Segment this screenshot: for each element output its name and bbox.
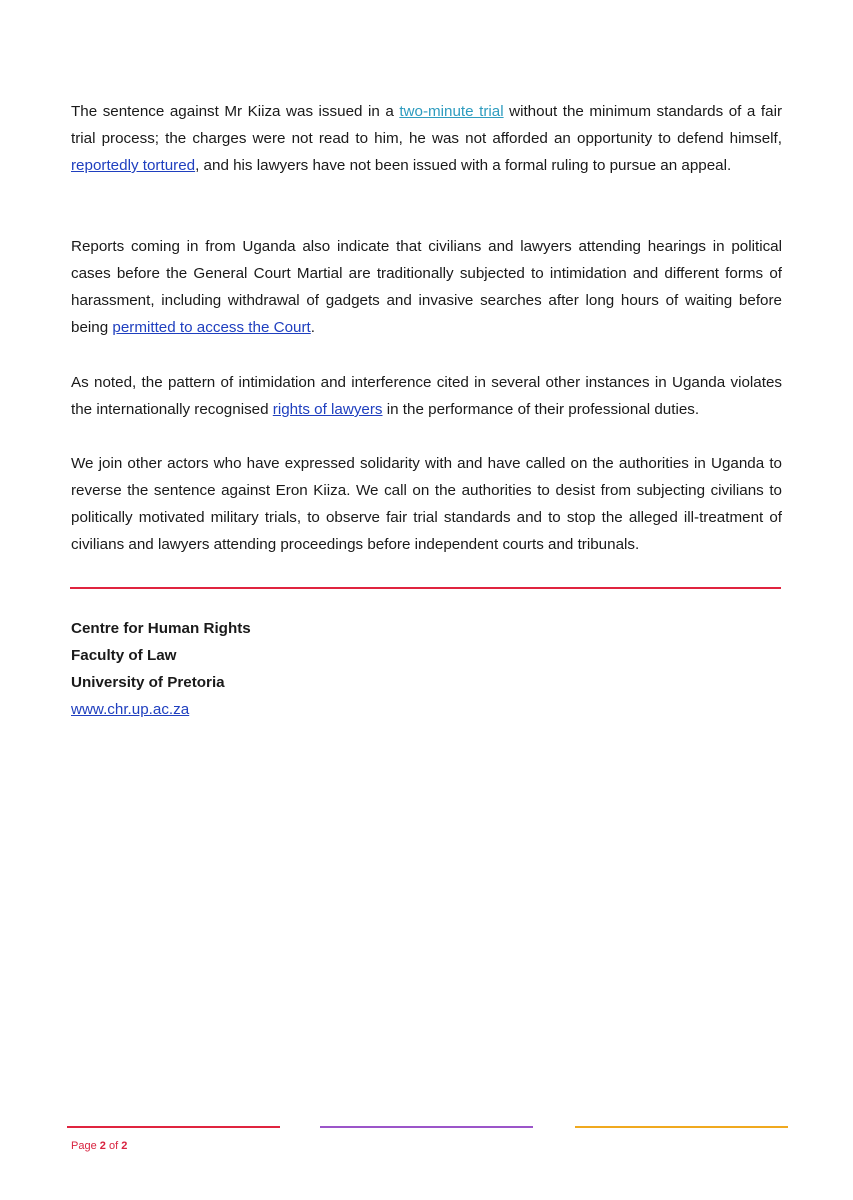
link-permitted-to-access-the-court[interactable]: permitted to access the Court	[112, 319, 311, 336]
paragraph-text: , and his lawyers have not been issued with a formal ruling to pursue an appeal.	[195, 157, 732, 174]
paragraph	[71, 450, 782, 558]
signature-university: University of Pretoria	[71, 674, 225, 691]
paragraph-text: .	[310, 319, 315, 336]
website-link[interactable]: www.chr.up.ac.za	[71, 701, 190, 718]
footer-bar-red	[67, 1126, 280, 1128]
paragraph-text: Reports coming in from Uganda also indicate that civilians and lawyers attending hearings in political cases before the General Court Martial are traditionally subjected to intimidation and different forms of harassment, including withdrawal of gadgets and invasive searches after long hours of waiting before being	[71, 238, 782, 336]
page-total: 2	[121, 1140, 128, 1152]
paragraph	[71, 369, 782, 423]
signature-block	[71, 615, 251, 723]
link-reportedly-tortured[interactable]: reportedly tortured	[71, 157, 196, 174]
paragraph-text: The sentence against Mr Kiiza was issued in a	[71, 103, 400, 120]
paragraph	[71, 98, 782, 179]
link-rights-of-lawyers[interactable]: rights of lawyers	[272, 401, 383, 418]
signature-organisation: Centre for Human Rights	[71, 620, 251, 637]
page-of-label: of	[108, 1140, 119, 1152]
paragraph-text: We join other actors who have expressed solidarity with and have called on the authorities in Uganda to reverse the sentence against Eron Kiiza. We call on the authorities to desist from subjecting civilians to politically motivated military trials, to observe fair trial standards and to stop the alleged ill-treatment of civilians and lawyers attending proceedings before independent courts and tribunals.	[71, 455, 782, 553]
section-divider	[70, 587, 781, 589]
paragraph	[71, 233, 782, 341]
signature-faculty: Faculty of Law	[71, 647, 177, 664]
footer-bar-orange	[575, 1126, 788, 1128]
page-number	[71, 1140, 127, 1152]
paragraph-text: As noted, the pattern of intimidation and interference cited in several other instances in Uganda violates the internationally recognised	[71, 374, 782, 418]
page-current: 2	[99, 1140, 106, 1152]
link-two-minute-trial[interactable]: two-minute trial	[399, 103, 504, 120]
paragraph-text: without the minimum standards of a fair trial process; the charges were not read to him, he was not afforded an opportunity to defend himself,	[71, 103, 782, 147]
page-label: Page	[71, 1140, 97, 1152]
footer-bar-purple	[320, 1126, 533, 1128]
paragraph-text: in the performance of their professional duties.	[382, 401, 700, 418]
